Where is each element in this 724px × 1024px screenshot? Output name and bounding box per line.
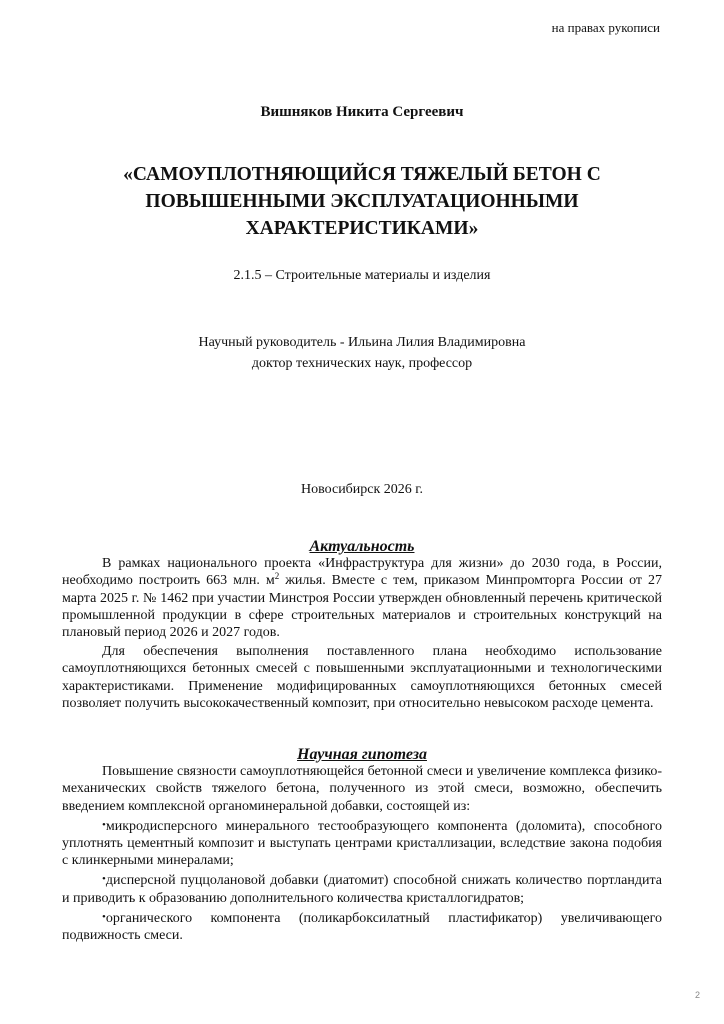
square-superscript: 2 bbox=[274, 571, 280, 582]
advisor-name: Научный руководитель - Ильина Лилия Владимировна bbox=[198, 335, 526, 350]
hypothesis-item-text: органического компонента (поликарбоксилатный пластификатор) увеличивающего подвижность смеси. bbox=[62, 910, 662, 944]
relevance-p1-text-a: В рамках национального проекта «Инфраструктура для жизни» до 2030 года, в России, необходимо построить 663 млн. м bbox=[62, 556, 662, 589]
hypothesis-item-3 bbox=[62, 909, 662, 944]
hypothesis-item-text: микродисперсного минерального тестообразующего компонента (доломита), способного уплотнять цементный композит и выступать центрами кристаллизации, вследствие закона подобия с клинкерными минералами; bbox=[62, 818, 662, 869]
author-name: Вишняков Никита Сергеевич bbox=[260, 104, 464, 120]
relevance-section bbox=[62, 538, 662, 712]
hypothesis-section bbox=[62, 746, 662, 944]
rights-note: на правах рукописи bbox=[551, 20, 660, 35]
bullet-icon: • bbox=[102, 818, 106, 831]
relevance-paragraph-1 bbox=[62, 555, 662, 641]
advisor-degree: доктор технических наук, профессор bbox=[251, 356, 473, 371]
city-year: Новосибирск 2026 г. bbox=[301, 482, 423, 497]
hypothesis-intro: Повышение связности самоуплотняющейся бетонной смеси и увеличение комплекса физико-механических свойств тяжелого бетона, полученного из этой смеси, возможно, обеспечить введением комплексной органоминеральной добавки, состоящей из: bbox=[62, 764, 662, 814]
bullet-icon: • bbox=[102, 873, 106, 886]
bullet-icon: • bbox=[102, 910, 106, 923]
hypothesis-heading: Научная гипотеза bbox=[297, 746, 427, 763]
relevance-paragraph-2: Для обеспечения выполнения поставленного плана необходимо использование самоуплотняющихся бетонных смесей с повышенными эксплуатационными и технологическими характеристиками. Применение модифицированных самоуплотняющихся бетонных смесей позволяет получить высококачественный композит, при относительно невысоком расходе цемента. bbox=[62, 644, 662, 711]
thesis-title: «САМОУПЛОТНЯЮЩИЙСЯ ТЯЖЕЛЫЙ БЕТОН С ПОВЫШЕННЫМИ ЭКСПЛУАТАЦИОННЫМИ ХАРАКТЕРИСТИКАМИ» bbox=[123, 164, 601, 239]
hypothesis-item-2 bbox=[62, 871, 662, 906]
relevance-heading: Актуальность bbox=[309, 538, 415, 555]
specialty-code: 2.1.5 – Строительные материалы и изделия bbox=[233, 268, 491, 283]
hypothesis-item-1 bbox=[62, 817, 662, 870]
page-number: 2 bbox=[694, 990, 700, 1000]
advisor-block bbox=[0, 332, 724, 374]
relevance-p1-text-b: жилья. Вместе с тем, приказом Минпромторга России от 27 марта 2025 г. № 1462 при участии Минстроя России утвержден обновленный перечень критической промышленной продукции в сфере строительных материалов и строительных конструкций на плановый период 2026 и 2027 годов. bbox=[62, 573, 663, 641]
hypothesis-item-text: дисперсной пуццолановой добавки (диатомит) способной снижать количество портландита и приводить к образованию дополнительного количества кристаллогидратов; bbox=[62, 873, 662, 906]
